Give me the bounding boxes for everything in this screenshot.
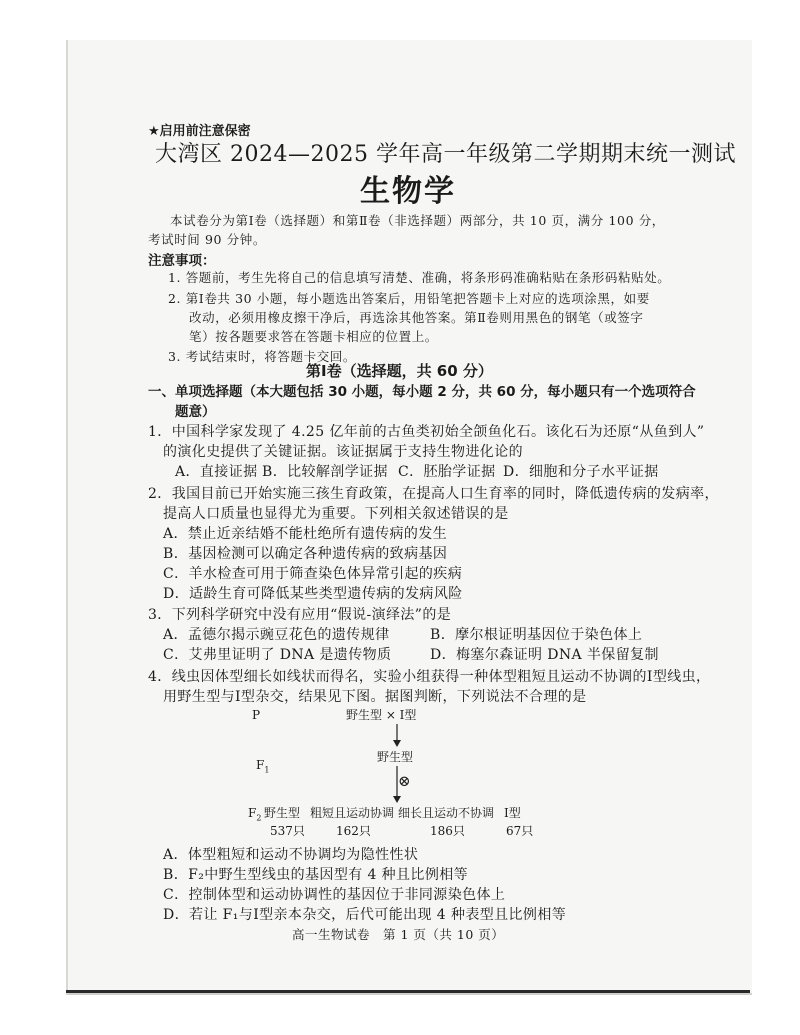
question-3-option-c: C．艾弗里证明了 DNA 是遗传物质 xyxy=(163,647,392,663)
arrowhead-f1-to-f2 xyxy=(393,796,401,803)
question-2-option-c: C．羊水检查可用于筛查染色体异常引起的疾病 xyxy=(163,566,463,582)
question-4-option-d: D．若让 F₁与Ⅰ型亲本杂交，后代可能出现 4 种表型且比例相等 xyxy=(163,907,567,923)
question-3-option-b: B．摩尔根证明基因位于染色体上 xyxy=(430,627,643,643)
question-4-stem-line-1: 4．线虫因体型细长如线状而得名，实验小组获得一种体型粗短且运动不协调的Ⅰ型线虫， xyxy=(148,669,711,685)
f2-phenotype-short-coordinated: 粗短且运动协调 xyxy=(310,806,395,820)
question-2-option-d: D．适龄生育可降低某些类型遗传病的发病风险 xyxy=(163,586,463,602)
part-heading-line-2: 题意） xyxy=(175,404,216,420)
question-3-stem: 3．下列科学研究中没有应用“假说-演绎法”的是 xyxy=(148,607,452,623)
question-1-stem-line-2: 的演化史提供了关键证据。该证据属于支持生物进化论的 xyxy=(163,444,523,460)
note-item-2-line-3: 笔）按各题要求答在答题卡相应的位置上。 xyxy=(189,329,438,344)
diagram-f2-label: $F_2$ xyxy=(248,806,262,823)
question-2-stem-line-2: 提高人口质量也显得尤为重要。下列相关叙述错误的是 xyxy=(163,506,509,522)
question-1-option-b: B．比较解剖学证据 xyxy=(262,464,388,480)
subject-title: 生物学 xyxy=(360,174,456,209)
intro-line-2: 考试时间 90 分钟。 xyxy=(148,232,266,247)
question-1-stem-line-1: 1．中国科学家发现了 4.25 亿年前的古鱼类初始全颌鱼化石。该化石为还原“从鱼到人” xyxy=(148,424,705,440)
f2-phenotype-type-i: Ⅰ型 xyxy=(504,806,521,820)
question-4-stem-line-2: 用野生型与Ⅰ型杂交，结果见下图。据图判断，下列说法不合理的是 xyxy=(163,689,587,705)
question-3-option-d: D．梅塞尔森证明 DNA 半保留复制 xyxy=(430,647,659,663)
confidential-notice: ★启用前注意保密 xyxy=(148,124,251,139)
question-3-option-a: A．孟德尔揭示豌豆花色的遗传规律 xyxy=(163,627,390,643)
f2-count-type-i: 67只 xyxy=(506,824,534,838)
diagram-f1-label: $F_1$ xyxy=(256,758,270,775)
notes-heading: 注意事项： xyxy=(148,253,216,269)
note-item-3: 3. 考试结束时，将答题卡交回。 xyxy=(168,349,357,364)
f2-phenotype-long-uncoordinated: 细长且运动不协调 xyxy=(398,806,495,820)
question-2-stem-line-1: 2．我国目前已开始实施三孩生育政策，在提高人口生育率的同时，降低遗传病的发病率， xyxy=(148,486,719,502)
arrowhead-p-to-f1 xyxy=(393,740,401,747)
note-item-2-line-1: 2. 第Ⅰ卷共 30 小题，每小题选出答案后，用铅笔把答题卡上对应的选项涂黑，如要 xyxy=(168,291,650,306)
part-heading-line-1: 一、单项选择题（本大题包括 30 小题，每小题 2 分，共 60 分，每小题只有一个选项符合 xyxy=(148,384,696,400)
exam-title: 大湾区 2024—2025 学年高一年级第二学期期末统一测试 xyxy=(155,142,736,167)
note-item-1: 1. 答题前，考生先将自己的信息填写清楚、准确，将条形码准确粘贴在条形码粘贴处。 xyxy=(168,270,671,285)
question-4-option-b: B．F₂中野生型线虫的基因型有 4 种且比例相等 xyxy=(163,867,469,883)
diagram-f1-phenotype: 野生型 xyxy=(377,750,414,764)
question-2-option-a: A．禁止近亲结婚不能杜绝所有遗传病的发生 xyxy=(163,526,448,542)
page-footer: 高一生物试卷 第 1 页（共 10 页） xyxy=(292,927,505,942)
question-4-option-c: C．控制体型和运动协调性的基因位于非同源染色体上 xyxy=(163,887,506,903)
f2-count-short-coordinated: 162只 xyxy=(336,824,371,838)
question-1-option-a: A．直接证据 xyxy=(175,464,258,480)
question-2-option-b: B．基因检测可以确定各种遗传病的致病基因 xyxy=(163,546,448,562)
f2-count-wild: 537只 xyxy=(270,824,305,838)
question-1-option-d: D．细胞和分子水平证据 xyxy=(503,464,659,480)
question-4-option-a: A．体型粗短和运动不协调均为隐性性状 xyxy=(163,847,419,863)
diagram-p-label: P xyxy=(252,708,261,722)
f2-count-long-uncoordinated: 186只 xyxy=(430,824,465,838)
intro-line-1: 本试卷分为第Ⅰ卷（选择题）和第Ⅱ卷（非选择题）两部分，共 10 页，满分 100 分， xyxy=(170,213,665,228)
selfing-symbol: ⊗ xyxy=(398,772,411,790)
f2-phenotype-wild: 野生型 xyxy=(264,806,301,820)
section-title: 第Ⅰ卷（选择题，共 60 分） xyxy=(306,362,493,380)
diagram-parents: 野生型 × Ⅰ型 xyxy=(346,708,417,722)
question-1-option-c: C．胚胎学证据 xyxy=(398,464,496,480)
note-item-2-line-2: 改动，必须用橡皮擦干净后，再选涂其他答案。第Ⅱ卷则用黑色的钢笔（或签字 xyxy=(189,310,644,325)
